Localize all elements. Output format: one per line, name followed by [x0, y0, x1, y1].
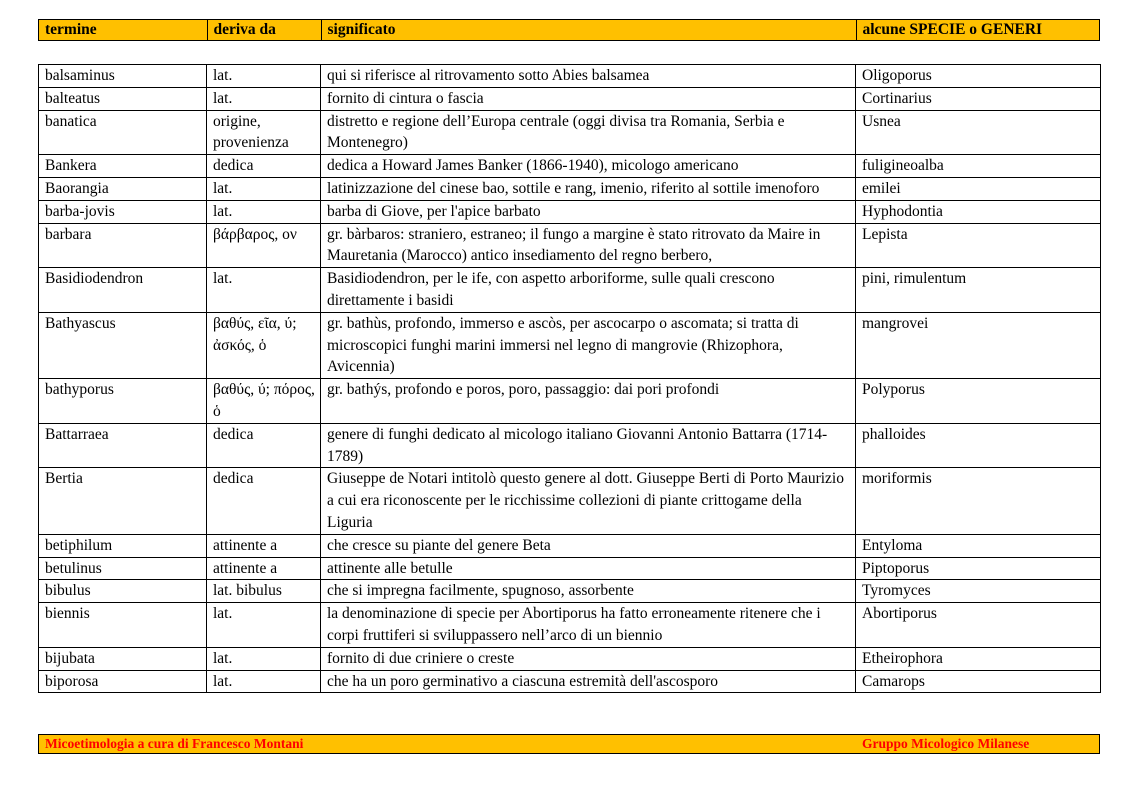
table-row: [39, 268, 1101, 313]
species-cell: mangrovei: [856, 312, 1101, 378]
glossary-body: [39, 65, 1101, 693]
meaning-cell: che ha un poro germinativo a ciascuna estremità dell'ascosporo: [321, 670, 856, 693]
header-significato: significato: [321, 20, 856, 40]
species-cell: pini, rimulentum: [856, 268, 1101, 313]
table-header-bar: [38, 19, 1100, 41]
species-cell: Piptoporus: [856, 557, 1101, 580]
origin-cell: lat.: [207, 647, 321, 670]
meaning-cell: Giuseppe de Notari intitolò questo genere al dott. Giuseppe Berti di Porto Maurizio a cui era riconoscente per le ricchissime collezioni di piante crittogame della Liguria: [321, 468, 856, 534]
table-row: [39, 670, 1101, 693]
species-cell: Abortiporus: [856, 603, 1101, 648]
table-row: [39, 580, 1101, 603]
species-cell: fuligineoalba: [856, 155, 1101, 178]
term-cell: bibulus: [39, 580, 207, 603]
species-cell: Camarops: [856, 670, 1101, 693]
term-cell: barba-jovis: [39, 200, 207, 223]
origin-cell: lat. bibulus: [207, 580, 321, 603]
meaning-cell: fornito di due criniere o creste: [321, 647, 856, 670]
origin-cell: attinente a: [207, 534, 321, 557]
species-cell: Lepista: [856, 223, 1101, 268]
meaning-cell: latinizzazione del cinese bao, sottile e rang, imenio, riferito al sottile imenoforo: [321, 177, 856, 200]
meaning-cell: distretto e regione dell’Europa centrale (oggi divisa tra Romania, Serbia e Montenegro): [321, 110, 856, 155]
meaning-cell: barba di Giove, per l'apice barbato: [321, 200, 856, 223]
origin-cell: attinente a: [207, 557, 321, 580]
table-row: [39, 603, 1101, 648]
origin-cell: lat.: [207, 670, 321, 693]
table-row: [39, 155, 1101, 178]
species-cell: Oligoporus: [856, 65, 1101, 88]
origin-cell: dedica: [207, 155, 321, 178]
term-cell: Bathyascus: [39, 312, 207, 378]
footer-bar: [38, 734, 1100, 754]
footer-group: Gruppo Micologico Milanese: [862, 736, 1030, 751]
term-cell: barbara: [39, 223, 207, 268]
term-cell: biporosa: [39, 670, 207, 693]
origin-cell: lat.: [207, 65, 321, 88]
meaning-cell: fornito di cintura o fascia: [321, 87, 856, 110]
meaning-cell: Basidiodendron, per le ife, con aspetto arboriforme, sulle quali crescono direttamente i basidi: [321, 268, 856, 313]
meaning-cell: che cresce su piante del genere Beta: [321, 534, 856, 557]
term-cell: banatica: [39, 110, 207, 155]
species-cell: Tyromyces: [856, 580, 1101, 603]
species-cell: Etheirophora: [856, 647, 1101, 670]
term-cell: Basidiodendron: [39, 268, 207, 313]
table-row: [39, 200, 1101, 223]
origin-cell: dedica: [207, 468, 321, 534]
meaning-cell: gr. bathùs, profondo, immerso e ascòs, per ascocarpo o ascomata; si tratta di microscopici funghi marini immersi nel legno di mangrovie (Rhizophora, Avicennia): [321, 312, 856, 378]
species-cell: Cortinarius: [856, 87, 1101, 110]
footer-author: Micoetimologia a cura di Francesco Montani: [45, 736, 304, 751]
table-row: [39, 312, 1101, 378]
meaning-cell: attinente alle betulle: [321, 557, 856, 580]
table-row: [39, 110, 1101, 155]
species-cell: Hyphodontia: [856, 200, 1101, 223]
term-cell: bijubata: [39, 647, 207, 670]
table-row: [39, 223, 1101, 268]
table-row: [39, 379, 1101, 424]
table-row: [39, 87, 1101, 110]
origin-cell: lat.: [207, 177, 321, 200]
species-cell: Polyporus: [856, 379, 1101, 424]
meaning-cell: la denominazione di specie per Abortiporus ha fatto erroneamente ritenere che i corpi fruttiferi si sviluppassero nell’arco di un biennio: [321, 603, 856, 648]
species-cell: phalloides: [856, 423, 1101, 468]
origin-cell: lat.: [207, 603, 321, 648]
meaning-cell: genere di funghi dedicato al micologo italiano Giovanni Antonio Battarra (1714-1789): [321, 423, 856, 468]
header-termine: termine: [39, 20, 207, 40]
table-row: [39, 65, 1101, 88]
species-cell: Usnea: [856, 110, 1101, 155]
table-row: [39, 468, 1101, 534]
header-specie-generi: alcune SPECIE o GENERI: [862, 21, 1043, 38]
term-cell: betiphilum: [39, 534, 207, 557]
origin-cell: origine, provenienza: [207, 110, 321, 155]
origin-cell: βαθύς, ύ; πόρος, ὁ: [207, 379, 321, 424]
table-row: [39, 423, 1101, 468]
header-deriva-da: deriva da: [207, 20, 321, 40]
meaning-cell: gr. bàrbaros: straniero, estraneo; il fungo a margine è stato ritrovato da Maire in Mauretania (Marocco) antico insediamento del regno berbero,: [321, 223, 856, 268]
origin-cell: βαθύς, εῖα, ύ; ἀσκός, ὁ: [207, 312, 321, 378]
species-cell: moriformis: [856, 468, 1101, 534]
meaning-cell: dedica a Howard James Banker (1866-1940), micologo americano: [321, 155, 856, 178]
header-table: [39, 20, 1101, 40]
origin-cell: βάρβαρος, ον: [207, 223, 321, 268]
term-cell: Bankera: [39, 155, 207, 178]
table-row: [39, 557, 1101, 580]
meaning-cell: che si impregna facilmente, spugnoso, assorbente: [321, 580, 856, 603]
origin-cell: lat.: [207, 200, 321, 223]
table-row: [39, 534, 1101, 557]
meaning-cell: gr. bathýs, profondo e poros, poro, passaggio: dai pori profondi: [321, 379, 856, 424]
term-cell: biennis: [39, 603, 207, 648]
term-cell: balsaminus: [39, 65, 207, 88]
table-row: [39, 647, 1101, 670]
species-cell: Entyloma: [856, 534, 1101, 557]
term-cell: bathyporus: [39, 379, 207, 424]
term-cell: Battarraea: [39, 423, 207, 468]
meaning-cell: qui si riferisce al ritrovamento sotto Abies balsamea: [321, 65, 856, 88]
term-cell: Bertia: [39, 468, 207, 534]
table-row: [39, 177, 1101, 200]
origin-cell: lat.: [207, 268, 321, 313]
origin-cell: lat.: [207, 87, 321, 110]
species-cell: emilei: [856, 177, 1101, 200]
term-cell: Baorangia: [39, 177, 207, 200]
term-cell: betulinus: [39, 557, 207, 580]
origin-cell: dedica: [207, 423, 321, 468]
glossary-table: [38, 64, 1101, 693]
term-cell: balteatus: [39, 87, 207, 110]
